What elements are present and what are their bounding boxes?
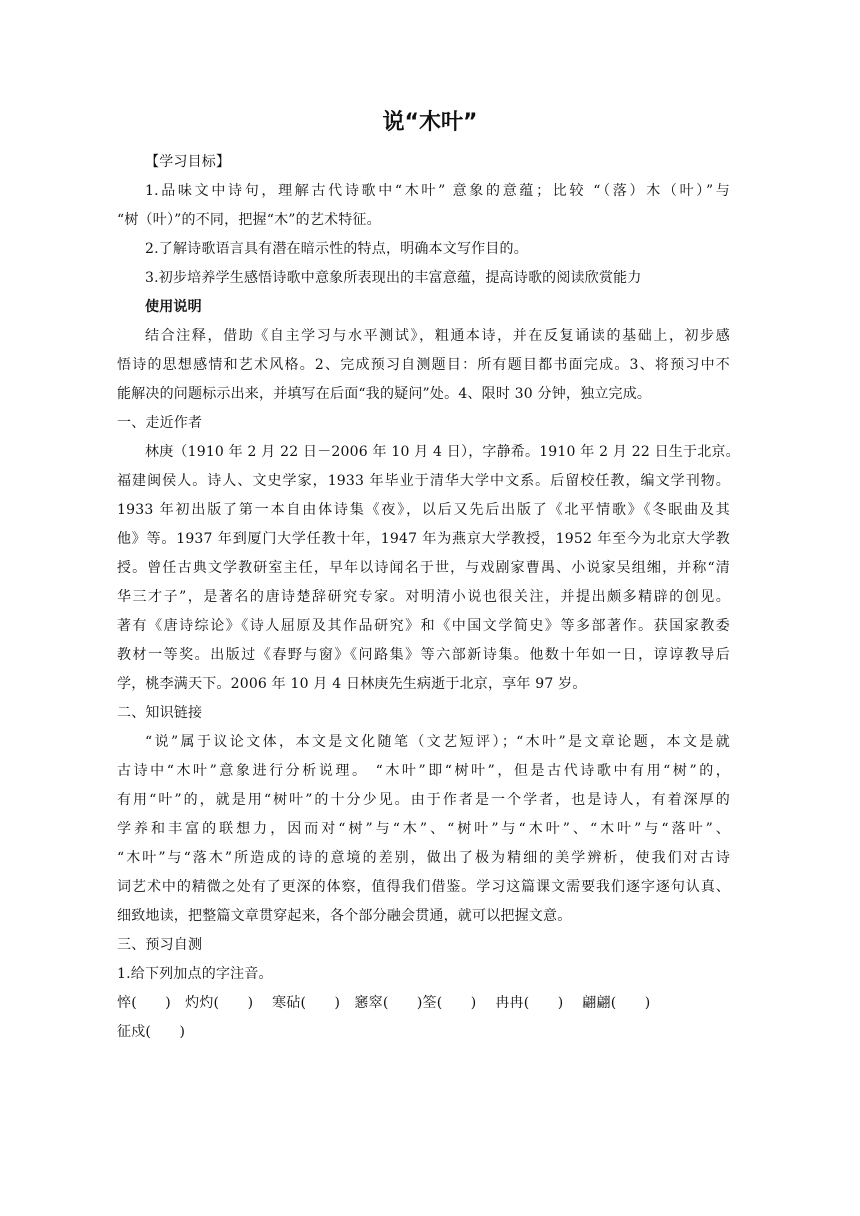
author-line: 1933 年初出版了第一本自由体诗集《夜》，以后又先后出版了《北平情歌》《冬眠曲及其 [117, 502, 730, 518]
usage-line: 能解决的问题标示出来，并填写在后面“我的疑问”处。4、限时 30 分钟，独立完成。 [117, 386, 652, 402]
knowledge-line: 古诗中“木叶”意象进行分析说理。 “木叶”即“树叶”，但是古代诗歌中有用“树”的， [117, 763, 730, 779]
author-line: 授。曾任古典文学教研室主任，早年以诗闻名于世，与戏剧家曹禺、小说家吴组缃，并称“清 [117, 560, 730, 576]
objective-3: 3.初步培养学生感悟诗歌中意象所表现出的丰富意蕴，提高诗歌的阅读欣赏能力 [145, 270, 642, 286]
usage-line: 悟诗的思想感情和艺术风格。2、完成预习自测题目：所有题目都书面完成。3、将预习中不 [117, 357, 730, 373]
page-title: 说“木叶” [382, 110, 478, 135]
knowledge-line: 学养和丰富的联想力，因而对“树”与“木”、“树叶”与“木叶”、“木叶”与“落叶”、 [117, 821, 730, 837]
pinyin-blanks-line-2: 征戍( ) [117, 1024, 186, 1040]
knowledge-line: 细致地读，把整篇文章贯穿起来，各个部分融会贯通，就可以把握文意。 [117, 908, 572, 924]
usage-heading: 使用说明 [145, 299, 202, 315]
author-line: 华三才子”，是著名的唐诗楚辞研究专家。对明清小说也很关注，并提出颇多精辟的创见。 [117, 589, 730, 605]
knowledge-line: “说”属于议论文体，本文是文化随笔（文艺短评）；“木叶”是文章论题，本文是就 [145, 734, 730, 750]
objective-2: 2.了解诗歌语言具有潜在暗示性的特点，明确本文写作目的。 [145, 241, 528, 257]
author-line: 教材一等奖。出版过《春野与窗》《问路集》等六部新诗集。他数十年如一日，谆谆教导后 [117, 647, 730, 663]
author-line: 学，桃李满天下。2006 年 10 月 4 日林庚先生病逝于北京，享年 97 岁。 [117, 676, 587, 692]
objective-1-line-1: 1.品味文中诗句，理解古代诗歌中“木叶” 意象的意蕴；比较 “（落）木（叶）”与 [145, 183, 730, 199]
document-body [117, 148, 740, 1047]
knowledge-heading: 二、知识链接 [117, 705, 203, 721]
knowledge-line: 词艺术中的精微之处有了更深的体察，值得我们借鉴。学习这篇课文需要我们逐字逐句认真、 [117, 879, 730, 895]
pinyin-blanks-line-1: 悴( ) 灼灼( ) 寒砧( ) 窸窣( )筌( ) 冉冉( ) 翩翩( ) [117, 995, 651, 1011]
preview-heading: 三、预习自测 [117, 937, 203, 953]
author-line: 福建闽侯人。诗人、文史学家，1933 年毕业于清华大学中文系。后留校任教，编文学刊物。 [117, 473, 730, 489]
author-line: 著有《唐诗综论》《诗人屈原及其作品研究》和《中国文学简史》等多部著作。获国家教委 [117, 618, 730, 634]
question-1: 1.给下列加点的字注音。 [117, 966, 273, 982]
knowledge-line: “木叶”与“落木”所造成的诗的意境的差别，做出了极为精细的美学辨析，使我们对古诗 [117, 850, 730, 866]
author-line: 他》等。1937 年到厦门大学任教十年，1947 年为燕京大学教授，1952 年至今为北京大学教 [117, 531, 730, 547]
objective-1-line-2: “树（叶）”的不同，把握“木”的艺术特征。 [117, 212, 381, 228]
author-line: 林庚（1910 年 2 月 22 日－2006 年 10 月 4 日），字静希。1910 年 2 月 22 日生于北京。 [145, 444, 740, 460]
usage-line: 结合注释，借助《自主学习与水平测试》，粗通本诗，并在反复诵读的基础上，初步感 [145, 328, 730, 344]
objectives-heading: 【学习目标】 [145, 154, 231, 170]
author-heading: 一、走近作者 [117, 415, 203, 431]
knowledge-line: 有用“叶”的，就是用“树叶”的十分少见。由于作者是一个学者，也是诗人，有着深厚的 [117, 792, 730, 808]
